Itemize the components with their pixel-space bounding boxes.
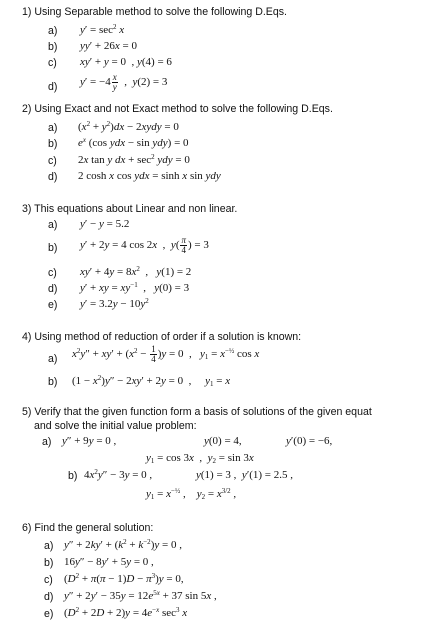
q3c-equation: $xy' + 4y = 8x^2$ , y(1) = 2: [80, 265, 192, 278]
q6a-equation: $y'' + 2ky' + (k^2 + k^{-2})y = 0$ ,: [64, 538, 182, 551]
q2-label-d: d): [48, 171, 58, 183]
q4a-equation: $x^2y'' + xy' + (x^2$ − $\frac{1}{4}$ )y = 0 , $y_1 = x^{-\frac{1}{2}}$ cos x: [72, 344, 260, 364]
q6e-equation: $(D^2 + 2D + 2)y = 4e^{-x}$ $\sec^3 x$: [64, 606, 188, 619]
q3-label-d: d): [48, 283, 58, 295]
q1-label-c: c): [48, 57, 57, 69]
q3-label-a: a): [48, 219, 58, 231]
q2a-equation: $(x^2 + y^2)dx$ − 2xydy = 0: [78, 120, 179, 133]
q1-label-a: a): [48, 25, 58, 37]
q3d-equation: y′ + xy = $xy^{-1}$ , y(0) = 3: [80, 281, 190, 294]
q6b-equation: 16y″ − 8y′ + 5y = 0 ,: [64, 556, 154, 568]
q3-label-e: e): [48, 299, 58, 311]
q5a-equation: y″ + 9y = 0 ,: [62, 435, 117, 447]
q6-label-e: e): [44, 608, 54, 620]
q3-label-c: c): [48, 267, 57, 279]
q3e-equation: $y' = 3.2y - 10y^2$: [80, 297, 149, 310]
q2b-equation: $e^x$ (cos ydx − sin ydy) = 0: [78, 136, 189, 149]
q3-label-b: b): [48, 242, 58, 254]
q1-label-b: b): [48, 41, 58, 53]
q6d-equation: $y'' + 2y' - 35y = 12e^{5x} + 37$ sin 5x ,: [64, 589, 217, 602]
q2c-equation: 2x tan y dx + $\sec^2$ ydy = 0: [78, 153, 190, 166]
q4-label-a: a): [48, 353, 58, 365]
q5b-conditions: y(1) = 3 , y′(1) = 2.5 ,: [196, 469, 293, 481]
question-2-heading: 2) Using Exact and not Exact method to solve the following D.Eqs.: [22, 103, 333, 115]
question-5-heading-line1: 5) Verify that the given function form a basis of solutions of the given equat: [22, 406, 372, 418]
q5a-condition-1: y(0) = 4,: [204, 435, 242, 447]
q6c-equation: $(D^2 + \pi(\pi - 1)D - \pi^3)y = 0$,: [64, 572, 184, 585]
q1c-equation: xy′ + y = 0 , y(4) = 6: [80, 56, 172, 68]
q5a-basis: $y_1 = \cos 3x$ , $y_2 = \sin 3x$: [146, 452, 254, 465]
q5a-condition-2: y′(0) = −6,: [286, 435, 333, 447]
q5b-equation: $4x^2y'' - 3y = 0$ ,: [84, 468, 153, 481]
q5-label-b: b): [68, 470, 78, 482]
q5b-basis: $y_1 = x^{-\frac{1}{2}}$ , $y_2 = x^{3/2}$ ,: [146, 487, 237, 501]
question-3-heading: 3) This equations about Linear and non linear.: [22, 203, 238, 215]
q3a-equation: y′ − y = 5.2: [80, 218, 130, 230]
q6-label-c: c): [44, 574, 53, 586]
q6-label-d: d): [44, 591, 54, 603]
q4b-equation: $(1 - x^2)y'' - 2xy' + 2y = 0$ , $y_1 = x$: [72, 374, 231, 388]
q1a-equation: $y' = \sec^2 x$: [80, 23, 125, 36]
q2d-equation: 2 cosh x cos ydx = sinh x sin ydy: [78, 170, 221, 182]
q1b-equation: yy′ + 26x = 0: [80, 40, 137, 52]
q3b-equation: y′ + 2y = 4 cos 2x , y( $\frac{\pi}{4}$ ) = 3: [80, 235, 209, 255]
q1-label-d: d): [48, 81, 58, 93]
q5-label-a: a): [42, 436, 52, 448]
question-4-heading: 4) Using method of reduction of order if a solution is known:: [22, 331, 302, 343]
q2-label-b: b): [48, 138, 58, 150]
q1d-equation: y′ = −4 $\frac{x}{y}$ , y(2) = 3: [80, 72, 168, 92]
question-5-heading-line2: and solve the initial value problem:: [34, 420, 197, 432]
q2-label-a: a): [48, 122, 58, 134]
question-6-heading: 6) Find the general solution:: [22, 522, 154, 534]
q6-label-b: b): [44, 557, 54, 569]
q2-label-c: c): [48, 155, 57, 167]
q6-label-a: a): [44, 540, 54, 552]
question-1-heading: 1) Using Separable method to solve the following D.Eqs.: [22, 6, 287, 18]
q4-label-b: b): [48, 376, 58, 388]
